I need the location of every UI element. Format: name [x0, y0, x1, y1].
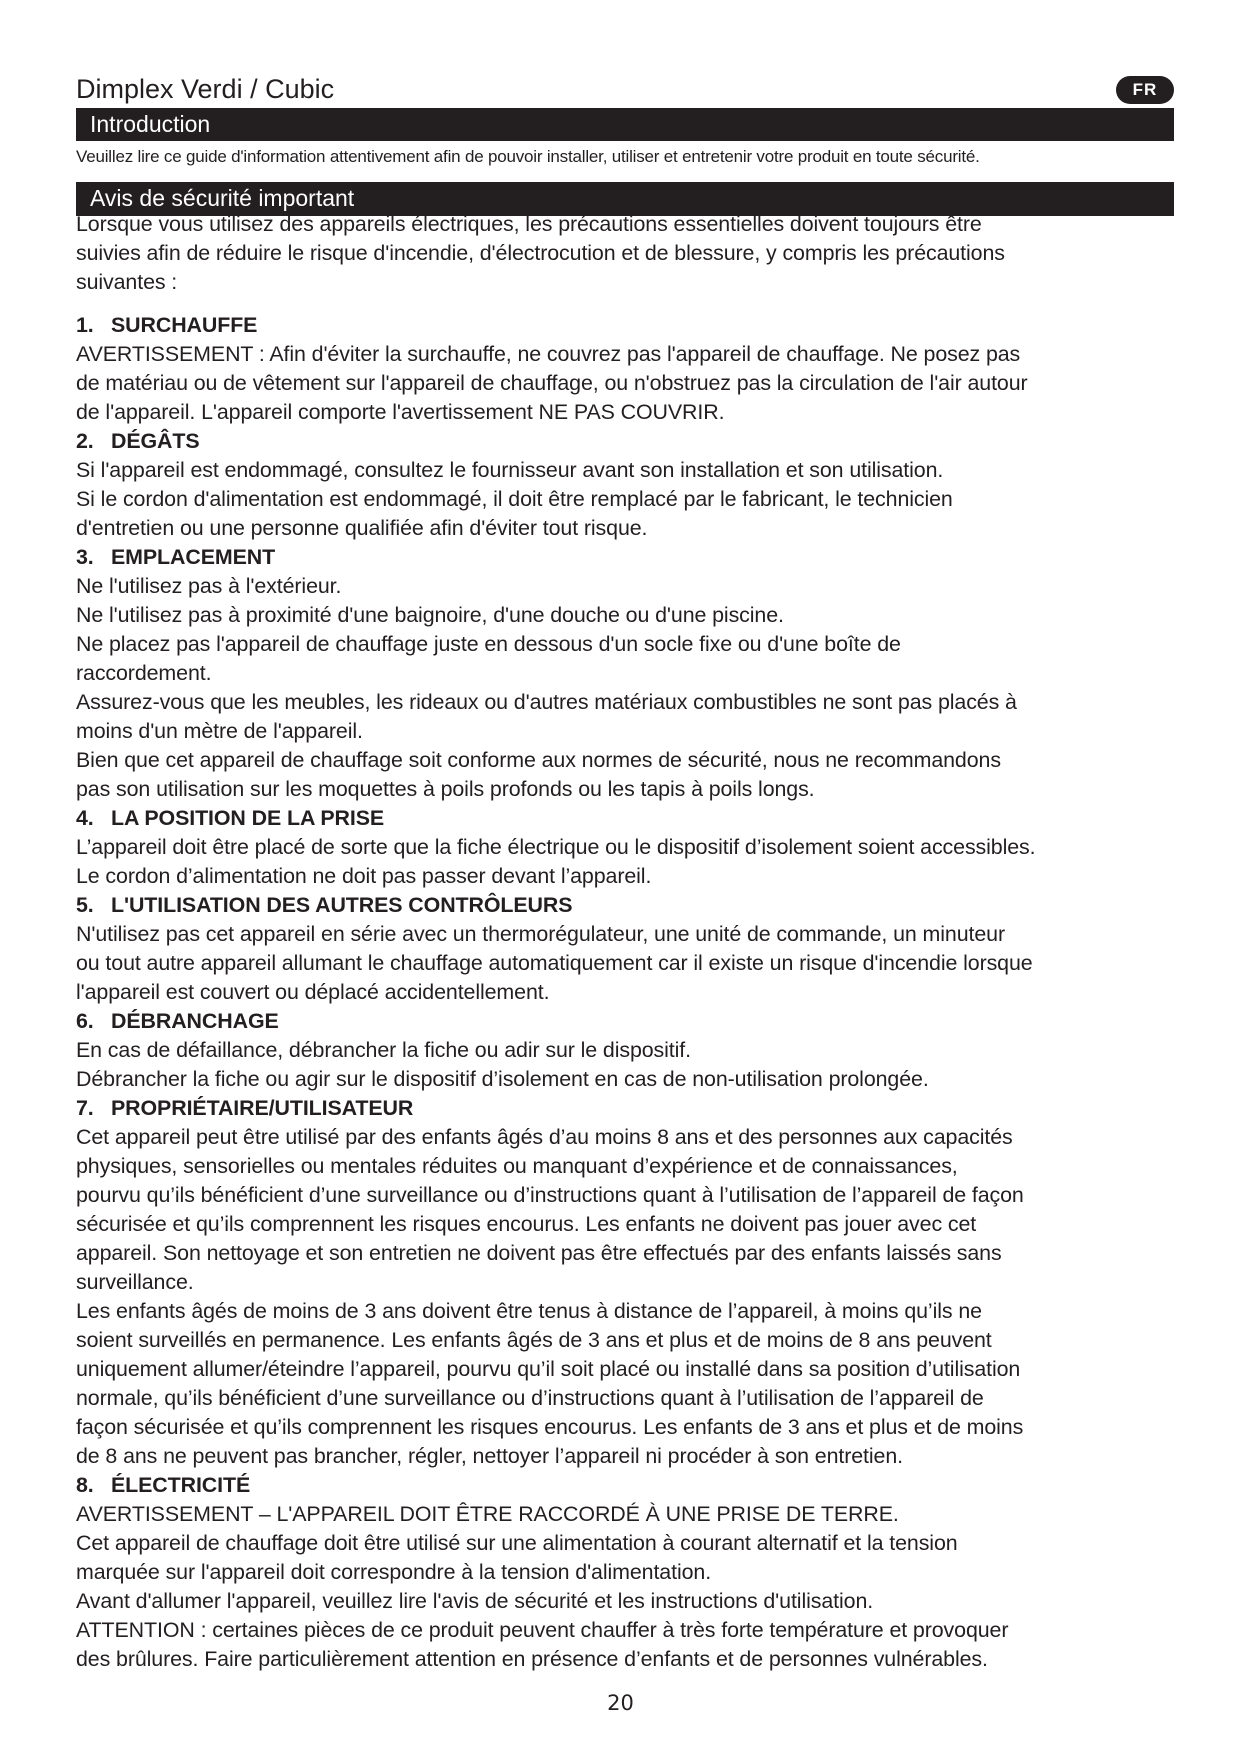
safety-item	[76, 891, 1174, 1007]
safety-item-title: PROPRIÉTAIRE/UTILISATEUR	[111, 1096, 414, 1120]
safety-item-text: ou tout autre appareil allumant le chauffage automatiquement car il existe un risque d'incendie lorsque	[76, 951, 1033, 975]
safety-item-text: Ne l'utilisez pas à l'extérieur.	[76, 574, 342, 598]
safety-item-title: ÉLECTRICITÉ	[111, 1473, 251, 1497]
document-title: Dimplex Verdi / Cubic	[76, 74, 335, 104]
safety-item-text: Assurez-vous que les meubles, les rideaux ou d'autres matériaux combustibles ne sont pas placés à	[76, 690, 1017, 714]
safety-item-text: En cas de défaillance, débrancher la fiche ou adir sur le dispositif.	[76, 1038, 691, 1062]
safety-item-number: 7.	[76, 1096, 94, 1120]
safety-item-title: EMPLACEMENT	[111, 545, 276, 569]
safety-item-number: 4.	[76, 806, 94, 830]
safety-item-text: soient surveillés en permanence. Les enfants âgés de 3 ans et plus et de moins de 8 ans peuvent	[76, 1328, 992, 1352]
safety-item	[76, 543, 1174, 804]
safety-item-text: des brûlures. Faire particulièrement attention en présence d’enfants et de personnes vulnérables.	[76, 1647, 988, 1671]
page-number: 20	[607, 1691, 634, 1715]
safety-item-number: 6.	[76, 1009, 94, 1033]
safety-item-number: 2.	[76, 429, 94, 453]
safety-item-text: Si l'appareil est endommagé, consultez le fournisseur avant son installation et son utilisation.	[76, 458, 944, 482]
safety-item-heading	[76, 1007, 1174, 1036]
safety-lead	[76, 210, 1174, 297]
safety-item-text: d'entretien ou une personne qualifiée afin d'éviter tout risque.	[76, 516, 648, 540]
safety-item-text: de matériau ou de vêtement sur l'appareil de chauffage, ou n'obstruez pas la circulation de l'air autour	[76, 371, 1028, 395]
safety-item-text: marquée sur l'appareil doit correspondre à la tension d'alimentation.	[76, 1560, 712, 1584]
safety-item-text: AVERTISSEMENT – L'APPAREIL DOIT ÊTRE RACCORDÉ À UNE PRISE DE TERRE.	[76, 1502, 899, 1526]
safety-item-text: Les enfants âgés de moins de 3 ans doivent être tenus à distance de l’appareil, à moins qu’ils ne	[76, 1299, 982, 1323]
safety-item-heading	[76, 427, 1174, 456]
safety-item-heading	[76, 804, 1174, 833]
safety-item-title: DÉGÂTS	[111, 429, 200, 453]
safety-heading: Avis de sécurité important	[76, 182, 1174, 216]
safety-item-heading	[76, 891, 1174, 920]
safety-item-text: façon sécurisée et qu’ils comprennent les risques encourus. Les enfants de 3 ans et plus et de moins	[76, 1415, 1024, 1439]
safety-item-heading	[76, 1471, 1174, 1500]
safety-item-text: de l'appareil. L'appareil comporte l'avertissement NE PAS COUVRIR.	[76, 400, 725, 424]
safety-item-heading	[76, 311, 1174, 340]
safety-item	[76, 804, 1174, 891]
safety-item-heading	[76, 1094, 1174, 1123]
safety-item-number: 3.	[76, 545, 94, 569]
safety-item	[76, 311, 1174, 427]
safety-item	[76, 1007, 1174, 1094]
safety-item-title: SURCHAUFFE	[111, 313, 258, 337]
safety-item-text: Débrancher la fiche ou agir sur le dispositif d’isolement en cas de non-utilisation prolongée.	[76, 1067, 929, 1091]
safety-item	[76, 427, 1174, 543]
safety-item-text: sécurisée et qu’ils comprennent les risques encourus. Les enfants ne doivent pas jouer avec cet	[76, 1212, 977, 1236]
safety-item-title: DÉBRANCHAGE	[111, 1009, 279, 1033]
safety-item-text: physiques, sensorielles ou mentales réduites ou manquant d’expérience et de connaissances,	[76, 1154, 958, 1178]
safety-item-text: AVERTISSEMENT : Afin d'éviter la surchauffe, ne couvrez pas l'appareil de chauffage. Ne posez pas	[76, 342, 1021, 366]
safety-item-text: N'utilisez pas cet appareil en série avec un thermorégulateur, une unité de commande, un minuteur	[76, 922, 1005, 946]
safety-item-heading	[76, 543, 1174, 572]
safety-item-text: de 8 ans ne peuvent pas brancher, régler, nettoyer l’appareil ni procéder à son entretien.	[76, 1444, 903, 1468]
safety-item-text: pas son utilisation sur les moquettes à poils profonds ou les tapis à poils longs.	[76, 777, 815, 801]
safety-item-text: raccordement.	[76, 661, 212, 685]
safety-item-text: pourvu qu’ils bénéficient d’une surveillance ou d’instructions quant à l’utilisation de l’appareil de façon	[76, 1183, 1024, 1207]
safety-item-text: l'appareil est couvert ou déplacé accidentellement.	[76, 980, 550, 1004]
safety-item-number: 8.	[76, 1473, 94, 1497]
safety-items	[76, 311, 1174, 1674]
safety-item-text: Ne l'utilisez pas à proximité d'une baignoire, d'une douche ou d'une piscine.	[76, 603, 784, 627]
safety-item-title: L'UTILISATION DES AUTRES CONTRÔLEURS	[111, 893, 573, 917]
document-header	[76, 72, 1174, 108]
introduction-text: Veuillez lire ce guide d'information attentivement afin de pouvoir installer, utiliser et entretenir votre produit en toute sécurité.	[76, 147, 980, 166]
safety-item-text: normale, qu’ils bénéficient d’une surveillance ou d’instructions quant à l’utilisation de l’appareil de	[76, 1386, 984, 1410]
safety-lead-line: suivantes :	[76, 270, 178, 294]
safety-item-text: Bien que cet appareil de chauffage soit conforme aux normes de sécurité, nous ne recommandons	[76, 748, 1001, 772]
safety-item-text: Le cordon d’alimentation ne doit pas passer devant l’appareil.	[76, 864, 652, 888]
safety-item-text: surveillance.	[76, 1270, 194, 1294]
safety-item	[76, 1471, 1174, 1674]
safety-item-text: Avant d'allumer l'appareil, veuillez lire l'avis de sécurité et les instructions d'utilisation.	[76, 1589, 874, 1613]
safety-item-number: 5.	[76, 893, 94, 917]
safety-item-text: uniquement allumer/éteindre l’appareil, pourvu qu’il soit placé ou installé dans sa position d’utilisation	[76, 1357, 1021, 1381]
safety-item-text: Ne placez pas l'appareil de chauffage juste en dessous d'un socle fixe ou d'une boîte de	[76, 632, 901, 656]
safety-item	[76, 1094, 1174, 1471]
safety-item-text: ATTENTION : certaines pièces de ce produit peuvent chauffer à très forte température et provoquer	[76, 1618, 1009, 1642]
safety-lead-line: suivies afin de réduire le risque d'incendie, d'électrocution et de blessure, y compris les précautions	[76, 241, 1005, 265]
safety-item-text: moins d'un mètre de l'appareil.	[76, 719, 363, 743]
safety-item-number: 1.	[76, 313, 94, 337]
safety-item-title: LA POSITION DE LA PRISE	[111, 806, 385, 830]
document-page	[76, 72, 1174, 1674]
safety-item-text: appareil. Son nettoyage et son entretien ne doivent pas être effectués par des enfants laissés sans	[76, 1241, 1002, 1265]
safety-item-text: Cet appareil de chauffage doit être utilisé sur une alimentation à courant alternatif et la tension	[76, 1531, 958, 1555]
safety-lead-line: Lorsque vous utilisez des appareils électriques, les précautions essentielles doivent toujours être	[76, 212, 982, 236]
safety-item-text: L’appareil doit être placé de sorte que la fiche électrique ou le dispositif d’isolement soient accessibles.	[76, 835, 1036, 859]
introduction-heading: Introduction	[76, 108, 1174, 141]
safety-item-text: Si le cordon d'alimentation est endommagé, il doit être remplacé par le fabricant, le technicien	[76, 487, 953, 511]
safety-item-text: Cet appareil peut être utilisé par des enfants âgés d’au moins 8 ans et des personnes aux capacités	[76, 1125, 1013, 1149]
language-badge: FR	[1116, 76, 1174, 104]
